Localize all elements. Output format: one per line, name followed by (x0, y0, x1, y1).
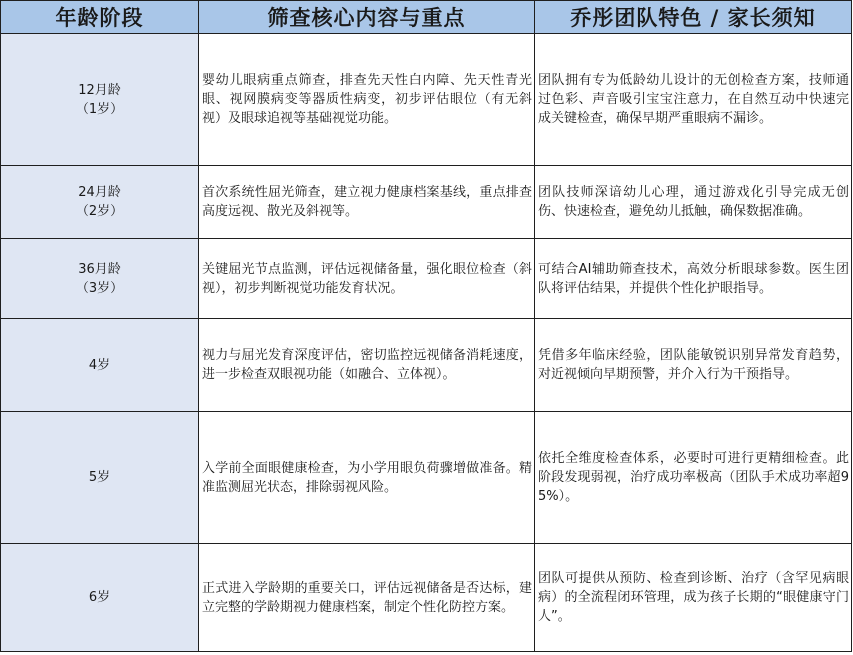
age-years: （2岁） (75, 204, 124, 219)
table-row (1, 239, 852, 319)
content-cell: 视力与屈光发育深度评估，密切监控远视储备消耗速度，进一步检查双眼视功能（如融合、立体视）。 (199, 319, 535, 412)
table-row (1, 319, 852, 412)
content-cell: 入学前全面眼健康检查，为小学用眼负荷骤增做准备。精准监测屈光状态，排除弱视风险。 (199, 412, 535, 544)
table-row (1, 34, 852, 166)
team-cell: 团队可提供从预防、检查到诊断、治疗（含罕见病眼病）的全流程闭环管理，成为孩子长期的“眼健康守门人”。 (535, 544, 852, 652)
age-label: 12月龄 (78, 82, 121, 98)
age-cell (1, 34, 199, 166)
table-row (1, 412, 852, 544)
team-cell: 可结合AI辅助筛查技术，高效分析眼球参数。医生团队将评估结果，并提供个性化护眼指导。 (535, 239, 852, 319)
age-label: 36月龄 (78, 261, 121, 277)
age-label: 24月龄 (78, 185, 121, 200)
table-row (1, 544, 852, 652)
content-cell: 婴幼儿眼病重点筛查，排查先天性白内障、先天性青光眼、视网膜病变等器质性病变，初步评估眼位（有无斜视）及眼球追视等基础视觉功能。 (199, 34, 535, 166)
age-cell (1, 166, 199, 239)
team-cell: 凭借多年临床经验，团队能敏锐识别异常发育趋势，对近视倾向早期预警，并介入行为干预指导。 (535, 319, 852, 412)
age-cell (1, 412, 199, 544)
team-cell: 团队拥有专为低龄幼儿设计的无创检查方案，技师通过色彩、声音吸引宝宝注意力，在自然互动中快速完成关键检查，确保早期严重眼病不漏诊。 (535, 34, 852, 166)
team-cell: 依托全维度检查体系，必要时可进行更精细检查。此阶段发现弱视，治疗成功率极高（团队手术成功率超95%）。 (535, 412, 852, 544)
header-team: 乔彤团队特色 / 家长须知 (535, 1, 852, 34)
team-cell: 团队技师深谙幼儿心理，通过游戏化引导完成无创伤、快速检查，避免幼儿抵触，确保数据准确。 (535, 166, 852, 239)
header-age: 年龄阶段 (1, 1, 199, 34)
age-cell (1, 544, 199, 652)
age-years: （3岁） (75, 280, 124, 296)
header-content: 筛查核心内容与重点 (199, 1, 535, 34)
age-label: 6岁 (88, 590, 111, 605)
table-row (1, 166, 852, 239)
age-cell (1, 319, 199, 412)
content-cell: 正式进入学龄期的重要关口，评估远视储备是否达标，建立完整的学龄期视力健康档案，制定个性化防控方案。 (199, 544, 535, 652)
content-cell: 关键屈光节点监测，评估远视储备量，强化眼位检查（斜视），初步判断视觉功能发育状况。 (199, 239, 535, 319)
header-row (1, 1, 852, 34)
age-cell (1, 239, 199, 319)
age-label: 5岁 (88, 470, 111, 485)
content-cell: 首次系统性屈光筛查，建立视力健康档案基线，重点排查高度远视、散光及斜视等。 (199, 166, 535, 239)
age-label: 4岁 (88, 357, 111, 373)
age-years: （1岁） (75, 101, 124, 117)
